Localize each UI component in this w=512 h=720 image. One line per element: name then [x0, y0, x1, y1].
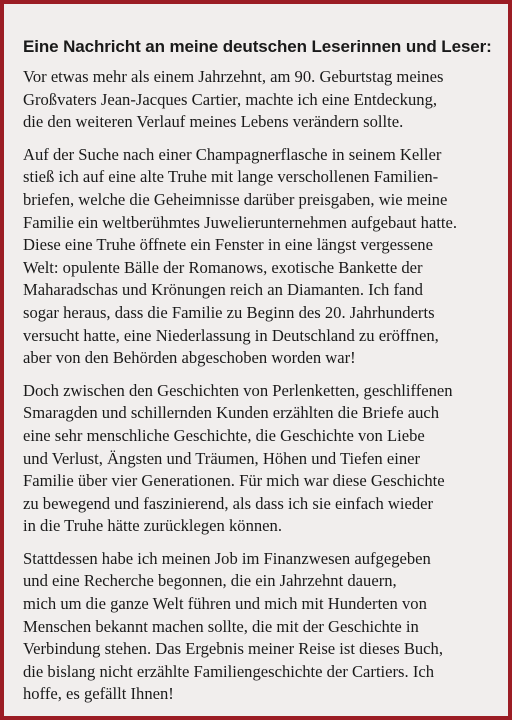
text-line: Menschen bekannt machen sollte, die mit der Geschichte in [23, 616, 419, 636]
text-line: zu bewegend und faszinierend, als dass ich sie einfach wieder [23, 493, 434, 513]
text-line: Maharadschas und Krönungen reich an Diamanten. Ich fand [23, 280, 423, 300]
letter-heading: Eine Nachricht an meine deutschen Leserinnen und Leser: [23, 37, 492, 56]
paragraph-3 [23, 380, 503, 538]
text-line: und Verlust, Ängsten und Träumen, Höhen und Tiefen einer [23, 448, 421, 468]
text-line: Vor etwas mehr als einem Jahrzehnt, am 90. Geburtstag meines [23, 67, 444, 86]
text-line: sogar heraus, dass die Familie zu Beginn des 20. Jahrhunderts [23, 302, 435, 322]
text-line: die den weiteren Verlauf meines Lebens verändern sollte. [23, 112, 404, 132]
text-line: und eine Recherche begonnen, die ein Jahrzehnt dauern, [23, 571, 397, 591]
text-line: Diese eine Truhe öffnete ein Fenster in eine längst vergessene [23, 235, 433, 255]
text-line: Auf der Suche nach einer Champagnerflasche in seinem Keller [23, 144, 442, 164]
text-line: Welt: opulente Bälle der Romanows, exotische Bankette der [23, 257, 423, 277]
text-line: Großvaters Jean-Jacques Cartier, machte ich eine Entdeckung, [23, 89, 438, 109]
text-line: stieß ich auf eine alte Truhe mit lange verschollenen Familien- [23, 167, 439, 187]
text-line: Doch zwischen den Geschichten von Perlenketten, geschliffenen [23, 380, 453, 400]
paragraph-4 [23, 548, 503, 706]
text-line: in die Truhe hätte zurücklegen können. [23, 516, 282, 536]
text-line: Smaragden und schillernden Kunden erzählten die Briefe auch [23, 403, 440, 423]
text-line: Familie ein weltberühmtes Juwelierunternehmen aufgebaut hatte. [23, 212, 458, 232]
text-line: Verbindung stehen. Das Ergebnis meiner Reise ist dieses Buch, [23, 639, 443, 659]
text-line: mich um die ganze Welt führen und mich mit Hunderten von [23, 594, 427, 614]
text-line: briefen, welche die Geheimnisse darüber preisgaben, wie meine [23, 189, 448, 209]
paragraph-1 [23, 66, 503, 134]
text-line: aber von den Behörden abgeschoben worden war! [23, 348, 356, 368]
text-line: versucht hatte, eine Niederlassung in Deutschland zu eröffnen, [23, 325, 439, 345]
text-line: eine sehr menschliche Geschichte, die Geschichte von Liebe [23, 425, 425, 445]
text-line: Familie über vier Generationen. Für mich war diese Geschichte [23, 471, 445, 491]
letter-content [23, 36, 503, 716]
text-line: Stattdessen habe ich meinen Job im Finanzwesen aufgegeben [23, 548, 431, 568]
text-line: hoffe, es gefällt Ihnen! [23, 684, 174, 704]
text-line: die bislang nicht erzählte Familiengeschichte der Cartiers. Ich [23, 661, 435, 681]
paragraph-2 [23, 144, 503, 370]
